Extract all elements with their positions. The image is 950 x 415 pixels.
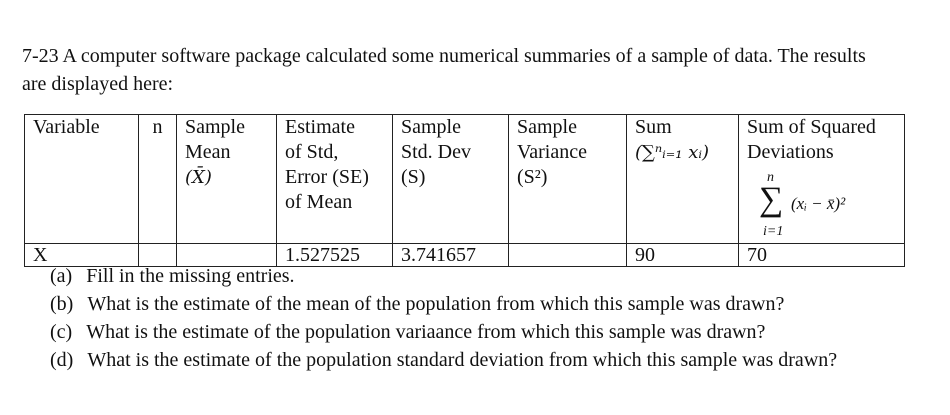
- header-n-text: n: [152, 116, 163, 138]
- part-text: What is the estimate of the population standard deviation from which this sample was drawn?: [87, 349, 838, 371]
- cell-variable: X: [25, 244, 139, 267]
- header-sample-std-dev: [393, 115, 509, 244]
- part-text: What is the estimate of the mean of the population from which this sample was drawn?: [87, 293, 785, 315]
- header-n: [139, 115, 177, 244]
- sigma-lower-limit: i=1: [763, 224, 784, 239]
- header-sum: [627, 115, 739, 244]
- header-ss-line2: Deviations: [747, 141, 834, 163]
- header-ss-line1: Sum of Squared: [747, 116, 876, 138]
- part-label: (a): [50, 265, 73, 287]
- header-mean-line2: Mean: [185, 141, 231, 163]
- header-variable: [25, 115, 139, 244]
- header-se-line3: Error (SE): [285, 166, 369, 188]
- question-parts: [50, 262, 837, 374]
- header-se-line1: Estimate: [285, 116, 355, 138]
- header-se-line4: of Mean: [285, 191, 353, 213]
- part-label: (c): [50, 321, 73, 343]
- header-var-line2: Variance: [517, 141, 587, 163]
- table-header-row: [25, 115, 905, 244]
- problem-line-2: are displayed here:: [22, 73, 174, 95]
- question-part-c: [50, 318, 837, 346]
- header-variable-text: Variable: [33, 116, 100, 138]
- question-part-d: [50, 346, 837, 374]
- question-part-a: [50, 262, 837, 290]
- cell-ss: 70: [739, 244, 905, 267]
- part-text: What is the estimate of the population variaance from which this sample was drawn?: [86, 321, 766, 343]
- header-var-line1: Sample: [517, 116, 577, 138]
- problem-line-1: 7-23 A computer software package calculated some numerical summaries of a sample of data. The results: [22, 45, 866, 67]
- header-sample-mean: [177, 115, 277, 244]
- summary-table: [24, 114, 905, 267]
- cell-sum: 90: [627, 244, 739, 267]
- header-mean-line1: Sample: [185, 116, 245, 138]
- header-sum-line1: Sum: [635, 116, 672, 138]
- header-sd-line1: Sample: [401, 116, 461, 138]
- sigma-icon: ∑: [759, 181, 784, 218]
- part-text: Fill in the missing entries.: [86, 265, 295, 287]
- header-sum-squared-deviations: [739, 115, 905, 244]
- cell-sd: 3.741657: [393, 244, 509, 267]
- sigma-upper-limit: n: [767, 170, 774, 185]
- question-part-b: [50, 290, 837, 318]
- header-standard-error: [277, 115, 393, 244]
- header-mean-symbol: (X̄): [185, 167, 212, 188]
- cell-se: 1.527525: [277, 244, 393, 267]
- header-sd-line3: (S): [401, 166, 426, 188]
- header-se-line2: of Std,: [285, 141, 339, 163]
- sigma-body: (xᵢ − x̄)²: [791, 194, 846, 213]
- header-sum-formula: (∑ⁿᵢ₌₁ xᵢ): [635, 142, 710, 163]
- header-sd-line2: Std. Dev: [401, 141, 471, 163]
- part-label: (d): [50, 349, 74, 371]
- part-label: (b): [50, 293, 74, 315]
- header-var-line3: (S²): [517, 166, 548, 188]
- sum-squared-formula: [747, 165, 896, 243]
- header-sample-variance: [509, 115, 627, 244]
- problem-statement: [22, 42, 950, 98]
